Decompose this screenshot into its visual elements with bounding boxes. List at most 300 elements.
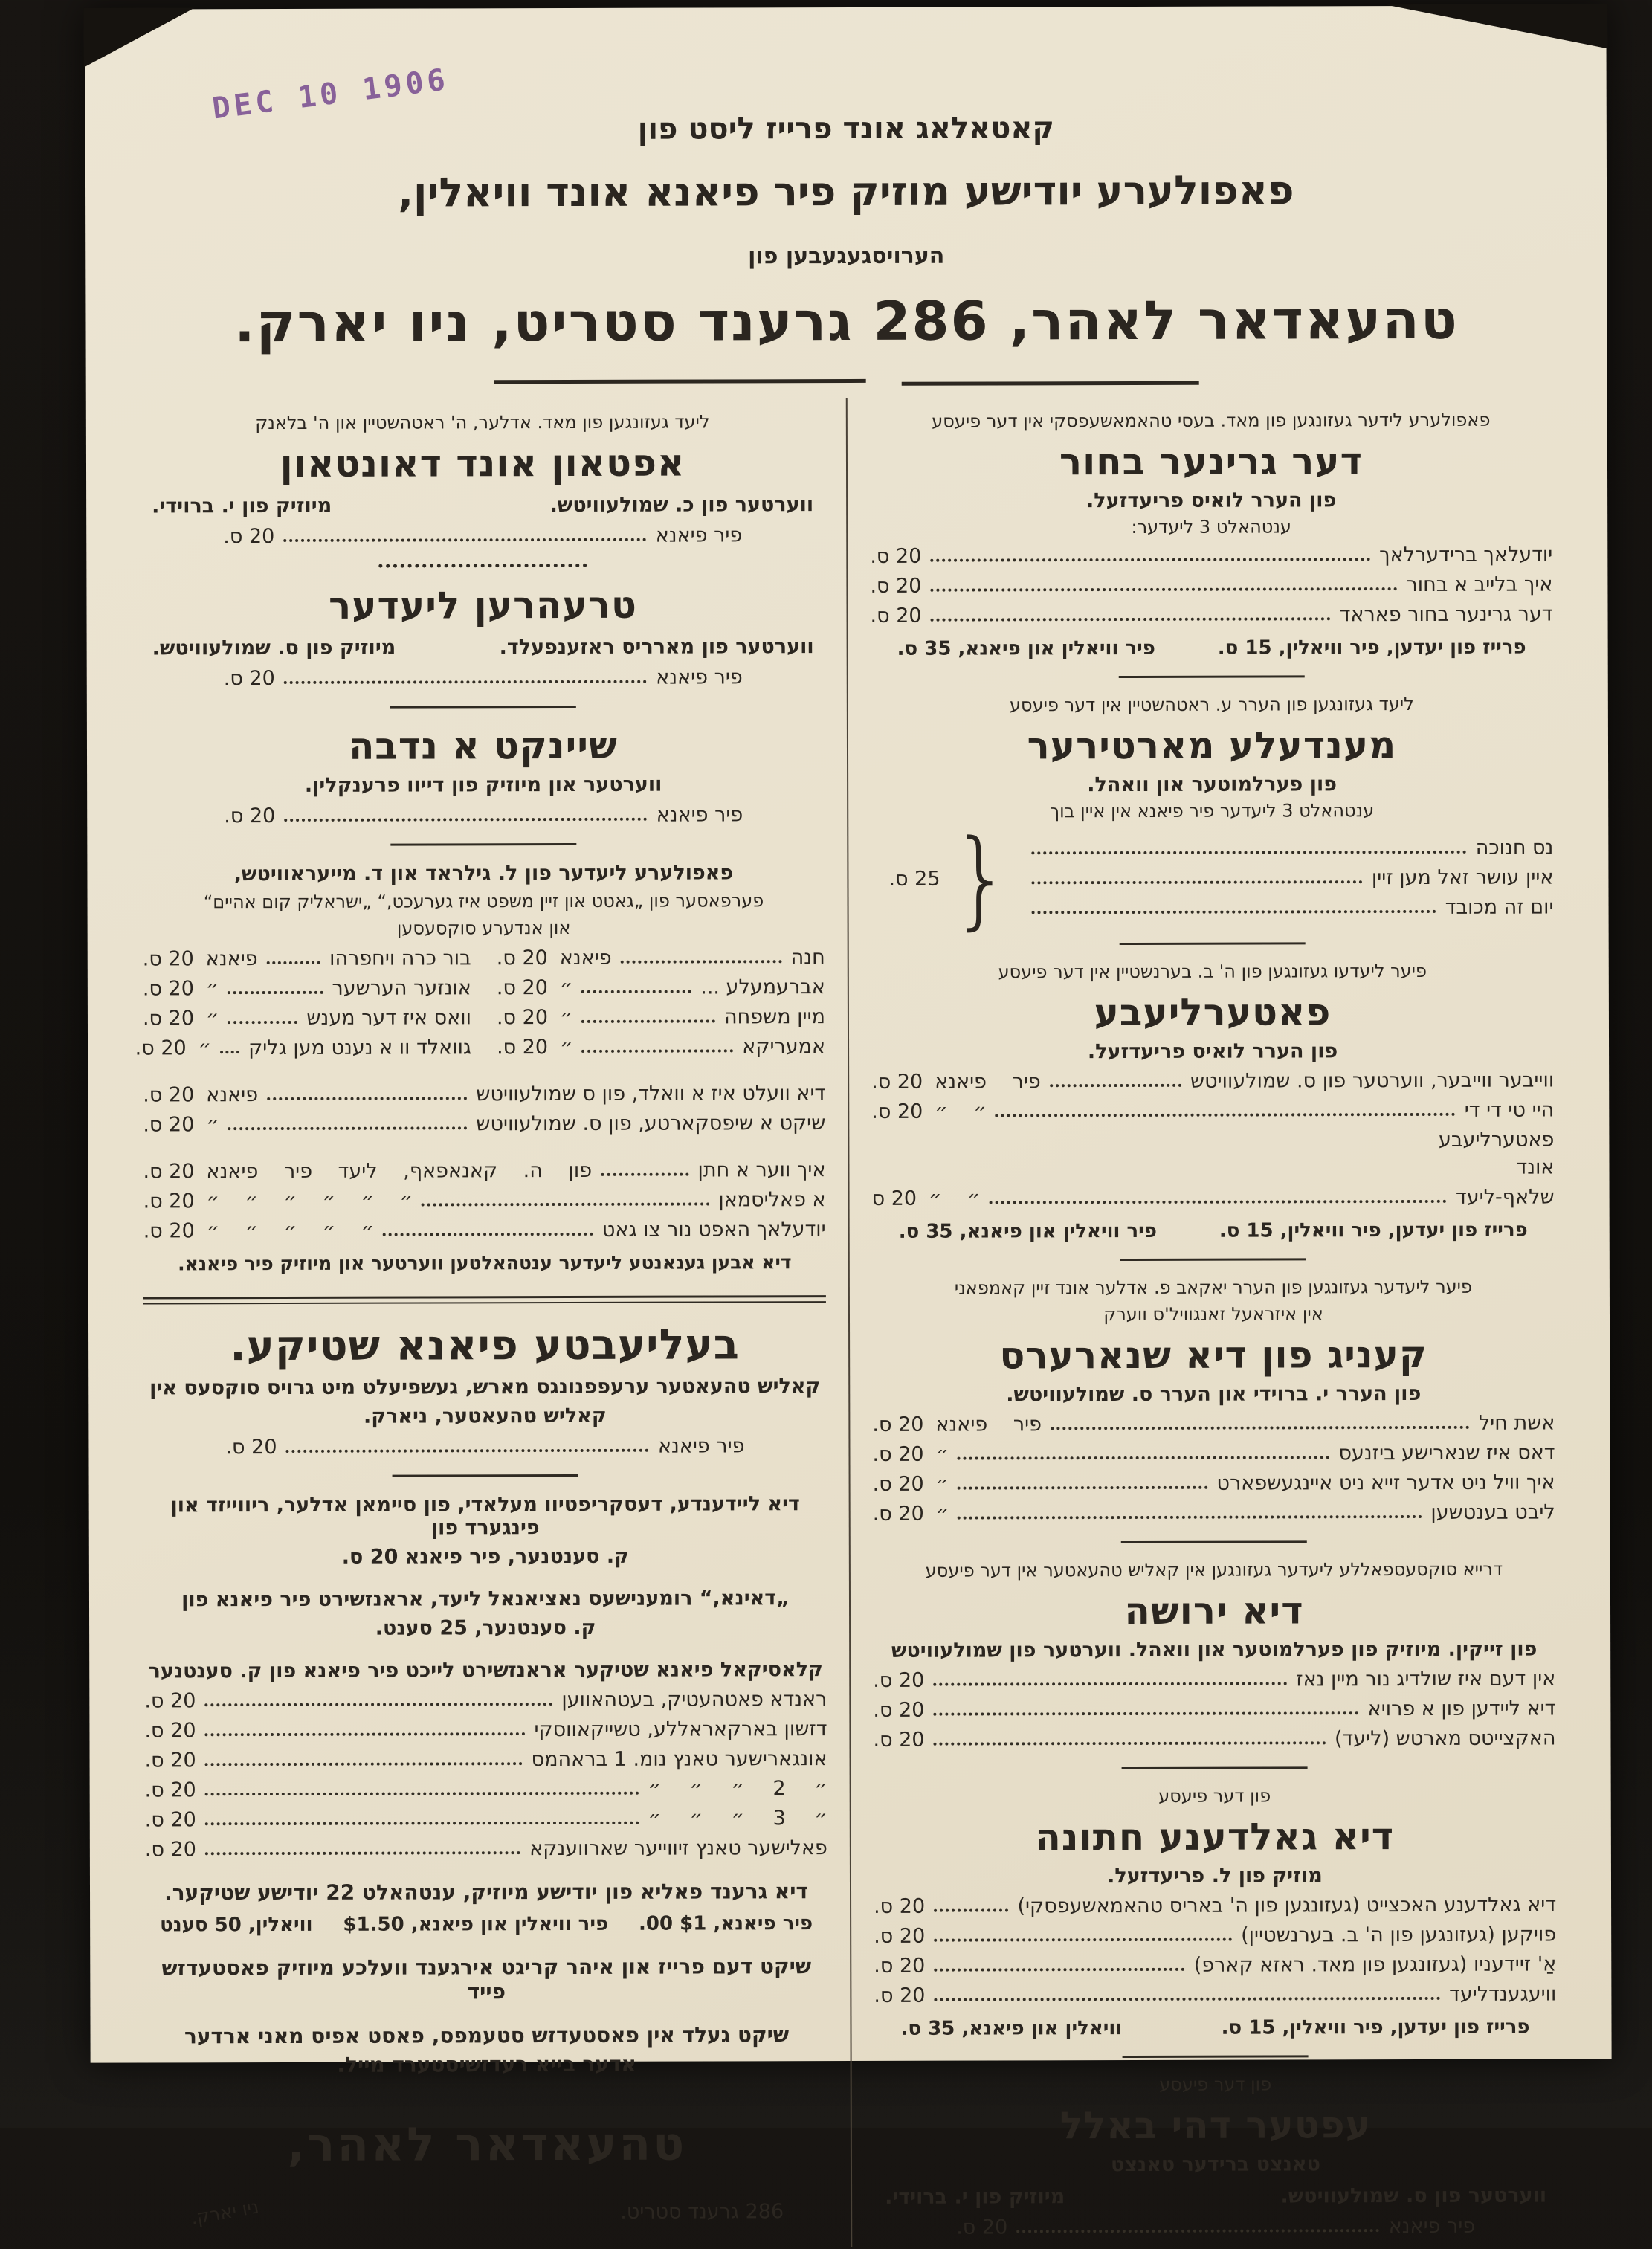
song-price: 20 ס.	[135, 1036, 187, 1060]
dotted-leader	[581, 1019, 715, 1022]
song-title: פויקען (געזונגען פון ה' ב. בערנשטיין)	[1241, 1923, 1557, 1947]
dotted-leader	[989, 1200, 1447, 1204]
section-intro: דרייא סוקסעספאללע ליעדער געזונגען אין קאליש טהעאטער אין דער פיעסע	[925, 1558, 1503, 1581]
dotted-leader	[205, 1792, 639, 1796]
song-row	[870, 603, 1552, 627]
song-row	[872, 1412, 1555, 1436]
instrument-label: פיר פיאנא	[656, 803, 743, 827]
song-row	[871, 1099, 1554, 1123]
ditto-marks: ״	[198, 1036, 212, 1060]
order-instruction: שיקט געלד אין פאסטעדזש סטעמפס, פאסט אפיס מאני ארדער	[184, 2022, 790, 2049]
song-row	[143, 976, 471, 1000]
song-grid	[135, 939, 826, 1066]
bundle-items	[1022, 830, 1554, 927]
instrument-label: פיר פיאנא	[655, 523, 743, 547]
song-price: 20 ס.	[496, 946, 548, 970]
order-instruction: אדער בייא רעדזשיסטערד מייל.	[337, 2051, 636, 2077]
ditto-marks: ״	[559, 975, 573, 1000]
section-divider	[1120, 942, 1306, 945]
song-title: חנה	[790, 946, 825, 969]
dotted-leader	[621, 960, 782, 964]
piece-line-2: ק. סענטנער, פיר פיאנא 20 ס.	[341, 1544, 629, 1569]
section-intro: קלאסיקאל פיאנא שטיקער אראנזשירט לייכט פיר פיאנא פון ק. סענטנער	[148, 1658, 823, 1683]
price-line	[900, 2016, 1529, 2040]
folio-prices	[160, 1912, 813, 1936]
instrument-label: פיאנא	[206, 1083, 259, 1107]
composer-credit: פון זייקין. מיוזיק פון פערלמוטער און וואהל. ווערטער פון שמולעוויטש	[891, 1637, 1538, 1662]
words-credit: ווערטער פון ס. שמולעוויטש.	[1280, 2184, 1547, 2208]
song-title: ליבט בענטשען	[1430, 1500, 1555, 1524]
section-mendele-martyr	[871, 694, 1554, 946]
city: ניו יארק.	[189, 2195, 261, 2230]
song-price: 20 ס.	[142, 947, 194, 971]
piece-price: 20 ס.	[144, 1689, 196, 1713]
ditto-marks: ״	[935, 1472, 949, 1496]
dotted-leader	[228, 991, 323, 994]
song-price: 20 ס.	[143, 1083, 195, 1107]
credits-line	[885, 2184, 1546, 2209]
song-title: יודעלאך ברידערלאך	[1379, 543, 1553, 567]
play-title: דיא ירושה	[1124, 1589, 1304, 1633]
play-title: קעניג פון דיא שנארערס	[999, 1332, 1427, 1378]
instrument-label: פיאנא	[205, 947, 258, 971]
dotted-leader	[284, 818, 647, 822]
folio-title: דיא גרענד פאליא פון יודישע מיוזיק, ענטהאלט 22 יודישע שטיקער.	[164, 1879, 808, 1906]
section-uptown-downtown	[141, 411, 825, 568]
song-price: 20 ס.	[873, 1668, 925, 1692]
header-line-1: קאטאלאג אונד פרייז ליסט פון	[637, 111, 1055, 146]
dotted-leader	[931, 617, 1331, 621]
song-row	[871, 1069, 1554, 1094]
price-row	[223, 523, 742, 548]
march-line-2: קאליש טהעאטער, ניארק.	[363, 1404, 607, 1428]
dotted-leader	[205, 1762, 523, 1766]
contains-note: ענטהאלט 3 ליעדער:	[1131, 516, 1291, 538]
contains-note: ענטהאלט 3 ליעדער פיר פיאנא אין איין בוך	[1050, 800, 1375, 822]
song-title: מיין משפחה	[723, 1005, 825, 1029]
section-beloved-piano-pieces	[143, 1320, 827, 1640]
song-row	[1022, 896, 1553, 920]
section-king-of-schnorrers	[872, 1277, 1555, 1544]
play-title: מענדעלע מארטירער	[1027, 723, 1397, 768]
price-row	[224, 803, 743, 827]
dotted-leader	[933, 1711, 1358, 1715]
words-credit: ווערטער פון מארריס ראזענפעלד.	[499, 635, 814, 659]
ditto-marks: ״	[206, 1113, 219, 1137]
section-divider	[1119, 675, 1305, 678]
section-intro: און אנדערע סוקסעסען	[396, 917, 571, 939]
song-price: 20 ס.	[956, 2216, 1008, 2239]
publisher-name: טהעאדאר לאהר,	[287, 2116, 687, 2172]
ditto-marks: ״ ״	[929, 1187, 981, 1210]
dotted-leader	[934, 1741, 1326, 1745]
dotted-leader	[1031, 880, 1363, 884]
piece-price: 20 ס.	[144, 1838, 196, 1862]
play-title: פאטערליעבע	[1094, 990, 1332, 1035]
song-title: וויעגענדליעד	[1449, 1982, 1557, 2006]
song-row	[873, 1471, 1555, 1496]
song-price: 20 ס.	[872, 1472, 924, 1496]
instrument-label: פיר פיאנא	[656, 665, 743, 689]
song-title: יודעלאך האפט נור צו גאט	[601, 1218, 826, 1242]
song-price: 20 ס.	[223, 525, 275, 549]
song-price: 20 ס.	[224, 804, 276, 828]
song-row	[872, 1186, 1555, 1210]
song-row	[870, 543, 1552, 568]
dotted-leader	[422, 1202, 709, 1206]
section-golden-wedding	[874, 1785, 1557, 2059]
section-intro: ליעד געזונגען פון מאד. אדלער, ה' ראטהשטיין און ה' בלאנק	[255, 411, 710, 434]
section-grand-folio	[145, 1879, 827, 1936]
bundle-price: 25 ס.	[888, 867, 940, 891]
dotted-leader	[934, 1968, 1184, 1972]
violin-price: פרייז פון יעדען, פיר וויאלין, 15 ס.	[1217, 636, 1526, 659]
dotted-leader	[930, 558, 1370, 562]
grid-left-half	[135, 940, 472, 1066]
composer-credit: פון הערר י. ברוידי און הערר ס. שמולעוויטש.	[1006, 1381, 1422, 1407]
section-after-the-ball	[874, 2074, 1558, 2239]
song-row	[874, 1923, 1556, 1948]
song-title: נס חנוכה	[1475, 836, 1554, 859]
instrument-label: פיר פיאנא	[657, 1434, 745, 1458]
song-title: האקצייטס מארטש (ליעד)	[1334, 1726, 1556, 1751]
street-address: 286 גרענד סטריט.	[620, 2200, 784, 2224]
publisher-title: טהעאדאר לאהר, 286 גרענד סטריט, ניו יארק.	[234, 288, 1459, 355]
song-price: 20 ס.	[871, 1070, 923, 1094]
song-price: 20 ס.	[225, 1436, 277, 1459]
song-row	[1022, 836, 1553, 861]
ditto-marks: ״ 3 ״ ״ ״	[648, 1807, 827, 1830]
dotted-leader	[1031, 851, 1467, 855]
song-price: 20 ס.	[496, 1006, 549, 1030]
song-price: 20 ס.	[870, 544, 922, 568]
violin-price: פרייז פון יעדען, פיר וויאלין, 15 ס.	[1221, 2016, 1530, 2039]
instrument-label: פיר פיאנא	[935, 1070, 1041, 1094]
song-row	[135, 1036, 472, 1060]
song-title: וואס איז דער מענש	[306, 1006, 471, 1030]
song-row	[874, 1894, 1556, 1918]
song-price: 20 ס.	[870, 604, 922, 627]
song-row	[497, 1035, 825, 1059]
song-row	[1022, 866, 1553, 891]
song-price: 20 ס.	[872, 1442, 924, 1466]
ditto-marks: ״ ״ ״ ״ ״	[206, 1219, 375, 1243]
left-column	[119, 398, 851, 2249]
song-title: דיא ליידען פון א פרויא	[1367, 1697, 1556, 1721]
piece-line-1: „דאינא,“ רומענישעס נאציאנאל ליעד, אראנזשירט פיר פיאנא פון	[181, 1587, 790, 1612]
song-title: אונזער הערשער	[332, 976, 471, 1000]
dotted-leader	[1050, 1084, 1181, 1087]
song-row	[873, 1668, 1555, 1692]
section-divider	[390, 706, 576, 709]
subtitle: טאנצט ברידער טאנצט	[1110, 2152, 1321, 2177]
song-row	[145, 1836, 827, 1861]
song-price: 20 ס.	[143, 1113, 195, 1137]
song-price: 20 ס	[871, 1187, 917, 1210]
dotted-leader	[1016, 2229, 1379, 2233]
piano-price: פיר פיאנא, $1 00.	[638, 1912, 813, 1935]
composer-credit: פון הערר לואיס פריעדזעל.	[1085, 488, 1337, 513]
piece-title: אונגארישער טאנץ נומ. 1 בראהמס	[531, 1747, 827, 1772]
song-price: 20 ס.	[143, 1190, 195, 1213]
publisher-address-line	[189, 2195, 784, 2230]
song-title: א פאליסמאן	[718, 1188, 826, 1212]
section-divider	[1122, 1766, 1308, 1769]
song-row	[497, 1005, 825, 1029]
bundled-songs	[871, 816, 1554, 941]
song-price: 20 ס.	[143, 1160, 195, 1184]
section-intro: פאפולערע לידער געזונגען פון מאד. בעסי טהאמאשעפסקי אין דער פיעסע	[932, 409, 1491, 432]
dotted-leader	[1031, 910, 1436, 914]
dotted-leader	[1051, 1426, 1470, 1430]
credits-line	[152, 635, 814, 659]
piece-price: 20 ס.	[144, 1719, 196, 1743]
dotted-leader	[228, 1021, 297, 1024]
section-intro: אין איזראעל זאנגוויל'ס ווערק	[1103, 1303, 1323, 1326]
song-price: 20 ס.	[872, 1502, 924, 1526]
price-line	[899, 1219, 1528, 1243]
price-row	[225, 1434, 744, 1459]
composer-credit: פון פערלמוטער און וואהל.	[1087, 772, 1338, 797]
violin-piano-price: פיר וויאלין און פיאנא, $1.50	[343, 1912, 609, 1936]
song-row	[872, 1442, 1555, 1466]
music-credit: מיוזיק פון י. ברוידי.	[885, 2185, 1065, 2209]
song-title: אברעמעלע ...	[700, 975, 825, 999]
song-row	[873, 1727, 1555, 1752]
composer-credit: ווערטער און מיוזיק פון דייוו פרענקלין.	[304, 772, 662, 797]
violin-piano-price: פיר וויאלין און פיאנא, 35 ס.	[897, 636, 1155, 660]
song-title: דאס איז שנארישע ביזנעס	[1338, 1441, 1555, 1465]
song-row	[145, 1747, 827, 1772]
music-credit: מיוזיק פון ס. שמולעוויטש.	[152, 636, 396, 660]
date-stamp: DEC 10 1906	[210, 62, 451, 126]
dotted-leader	[933, 1682, 1287, 1685]
song-title: אין דעם איז שולדיג נור מיין נאז	[1296, 1667, 1556, 1691]
song-title: ווייבער ווייבער, ווערטער פון ס. שמולעוויטש	[1190, 1068, 1555, 1093]
dotted-leader	[958, 1515, 1422, 1520]
song-row	[143, 1082, 825, 1106]
double-rule	[143, 1295, 826, 1304]
song-price: 20 ס.	[142, 1007, 195, 1030]
song-title: אַ' זיידעניו (געזונגען פון מאד. ראזא קארפ)	[1193, 1952, 1557, 1977]
section-title: בעליעבטע פיאנא שטיקע.	[230, 1320, 740, 1371]
song-row	[874, 1983, 1556, 2007]
page-header	[85, 5, 1607, 384]
song-price: 20 ס.	[874, 1924, 926, 1948]
song-title-line: אונד	[1516, 1155, 1555, 1179]
play-title: דער גרינער בחור	[1059, 439, 1364, 484]
song-title: איך ווער א חתן	[697, 1158, 826, 1182]
song-price: 20 ס.	[874, 1894, 926, 1918]
song-row	[144, 1688, 827, 1712]
section-divider	[1121, 1540, 1307, 1543]
violin-price: וויאלין, 50 סענט	[160, 1913, 313, 1937]
song-row	[143, 1111, 825, 1136]
song-title: שיקט א שיפסקארטע, פון ס. שמולעוויטש	[476, 1111, 826, 1136]
composer-credit: פון הערר לואיס פריעדזעל.	[1087, 1039, 1338, 1064]
song-title: גוואלד וו א נענט מען גליק	[248, 1036, 472, 1060]
dotted-leader	[220, 1051, 239, 1053]
song-row	[873, 1697, 1555, 1722]
words-credit: ווערטער פון כ. שמולעוויטש.	[549, 493, 814, 517]
song-title: אמעריקא	[742, 1035, 826, 1059]
song-price: 20 ס.	[870, 574, 922, 598]
song-row	[870, 573, 1552, 598]
order-instruction: שיקט דעם פרייז און איהר קריגט אירגענד וועלכע מיוזיק פאסטעדזש פייד	[161, 1954, 812, 2004]
dotted-leader	[930, 587, 1397, 592]
song-price: 20 ס.	[871, 1100, 923, 1123]
header-line-2: פאפולערע יודישע מוזיק פיר פיאנא אונד וויאלין,	[398, 167, 1294, 216]
song-price: 20 ס.	[874, 1954, 926, 1978]
instrument-label: פיר פיאנא	[935, 1413, 1042, 1436]
section-gilrod-meyerowitz	[135, 861, 826, 1304]
ditto-marks: ״	[205, 1007, 219, 1030]
ditto-marks: ״ 2 ״ ״ ״	[648, 1777, 827, 1801]
song-price: 20 ס.	[873, 1698, 925, 1722]
section-intro: פון דער פיעסע	[1159, 2074, 1272, 2095]
dotted-leader	[204, 1703, 552, 1706]
song-title-line: פאטערליעבע	[1438, 1128, 1555, 1152]
instrument-label: פיאנא	[559, 946, 612, 970]
composer-credit: מוזיק פון ל. פריעדזעל.	[1107, 1864, 1323, 1888]
dotted-leader	[934, 1908, 1008, 1911]
song-title: היי טי די די	[1464, 1098, 1555, 1122]
signature-block	[146, 2116, 828, 2230]
song-title: איך וויל ניט אדער זייא ניט איינגעשפארט	[1216, 1471, 1555, 1495]
catalog-page	[85, 5, 1611, 2239]
section-divider	[1120, 1258, 1306, 1261]
dotted-leader	[205, 1732, 526, 1736]
dotted-leader	[934, 1997, 1440, 2001]
song-title: דיא גאלדענע האכצייט (געזונגען פון ה' באריס טהאמאשעפסקי)	[1017, 1893, 1557, 1918]
dotted-leader	[284, 680, 647, 684]
song-price: 20 ס.	[872, 1413, 924, 1436]
song-title: אשת חיל	[1478, 1411, 1555, 1435]
price-row	[224, 665, 743, 690]
arranger-label: פון ה. קאנאפאף, ליעד פיר פיאנא	[206, 1158, 593, 1184]
piece-price: 20 ס.	[144, 1808, 196, 1832]
song-row	[143, 1158, 825, 1183]
song-group-title: טרעהרען ליעדער	[329, 583, 637, 627]
song-row	[143, 1006, 471, 1030]
dotted-leader	[996, 1113, 1456, 1117]
song-row	[144, 1717, 827, 1742]
play-title: עפטער דהי באלל	[1059, 2103, 1372, 2148]
dotted-leader	[205, 1851, 520, 1855]
piece-title: דזשון בארקאראללע, טשייקאווסקי	[534, 1717, 827, 1742]
song-title: שלאף-ליעד	[1455, 1185, 1555, 1209]
dotted-leader	[283, 538, 646, 542]
right-column	[848, 396, 1580, 2247]
song-title: דער גרינער בחור פאראד	[1339, 602, 1553, 627]
dotted-leader	[958, 1456, 1330, 1459]
march-line-1: קאליש טהעאטער ערעפפנונגס מארש, געשפיעלט מיט גרויס סוקסעס אין	[149, 1375, 821, 1400]
ditto-marks: ״	[560, 1035, 573, 1059]
song-title: איך בלייב א בחור	[1406, 572, 1553, 597]
song-price: 20 ס.	[497, 1036, 549, 1059]
section-intro: פערפאסער פון „גאטט און זיין משפט איז גערעכט,“ „ישראליק קום אהיים“	[203, 890, 764, 913]
ditto-marks: ״	[935, 1442, 949, 1466]
piece-price: 20 ס.	[144, 1778, 196, 1802]
dotted-leader	[267, 1097, 467, 1100]
dotted-leader	[958, 1486, 1208, 1490]
footnote: דיא אבען גענאנטע ליעדער ענטהאלטען ווערטער און מיוזיק פיר פיאנא.	[178, 1251, 792, 1275]
song-row	[143, 946, 471, 970]
price-line	[897, 636, 1526, 660]
ditto-marks: ״	[935, 1502, 949, 1526]
violin-piano-price: פיר וויאלין און פיאנא, 35 ס.	[898, 1219, 1157, 1243]
piece-price: 20 ס.	[144, 1749, 196, 1772]
song-row	[497, 946, 825, 969]
dotted-leader	[934, 1938, 1232, 1942]
song-title: בור כרה ויחפרהו	[329, 946, 471, 970]
song-row	[874, 1953, 1556, 1978]
piece-title: ראנדא פאטהעטיק, בעטהאווען	[561, 1688, 827, 1712]
section-father-love	[871, 961, 1555, 1262]
section-intro: ליעד געזונגען פון הערר ע. ראטהשטיין אין דער פיעסע	[1009, 694, 1414, 716]
dotted-leader	[601, 1173, 688, 1176]
dotted-leader	[581, 990, 691, 993]
dotted-leader	[228, 1126, 468, 1130]
header-line-3: הערויסגעגעבען פון	[748, 242, 945, 270]
song-row	[143, 1218, 826, 1242]
section-intro: פיער ליעדעו געזונגען פון ה' ב. בערנשטיין אין דער פיעסע	[998, 960, 1427, 983]
song-title: דיא וועלט איז א וואלד, פון ס שמולעוויטש	[476, 1082, 826, 1106]
violin-price: פרייז פון יעדען, פיר וויאלין, 15 ס.	[1219, 1219, 1528, 1242]
brace-glyph: {	[950, 816, 1013, 941]
section-green-bachelor	[870, 410, 1553, 679]
instrument-label: פיר פיאנא	[1388, 2214, 1476, 2239]
violin-piano-price: וויאלין און פיאנא, 35 ס.	[900, 2017, 1123, 2040]
section-divider	[1123, 2055, 1309, 2058]
piece-line-2: ק. סענטנער, 25 סענט.	[375, 1616, 596, 1640]
piece-line-1: דיא ליידענדע, דעסקריפטיוו מעלאדי, פון סיימאן אדלער, ריווייזד און פינגערד פון	[170, 1492, 800, 1540]
song-row	[145, 1777, 827, 1801]
song-title: יום זה מכובד	[1445, 895, 1554, 919]
credits-line	[152, 493, 813, 517]
song-group-title: אפטאון אונד דאונטאון	[280, 441, 685, 485]
dotted-leader	[286, 1449, 649, 1453]
section-inheritance	[873, 1559, 1556, 1770]
play-title: דיא גאלדענע חתונה	[1035, 1815, 1395, 1859]
song-row	[873, 1501, 1555, 1526]
price-row	[956, 2215, 1475, 2239]
grid-right-half	[497, 939, 825, 1065]
dotted-leader	[267, 961, 320, 964]
song-price: 20 ס.	[873, 1728, 925, 1752]
section-intro: פיער ליעדער געזונגען פון הערר יאקאב פ. אדלער אונד זיין קאמפאני	[954, 1276, 1473, 1299]
song-group-title: שיינקט א נדבה	[348, 723, 619, 768]
song-price: 20 ס.	[874, 1984, 926, 2007]
dotted-leader	[205, 1822, 639, 1826]
dotted-leader	[582, 1049, 734, 1053]
music-credit: מיוזיק פון י. ברוידי.	[152, 494, 332, 518]
song-row	[145, 1807, 827, 1831]
section-intro: פון דער פיעסע	[1158, 1785, 1271, 1807]
ditto-marks: ״ ״	[935, 1100, 987, 1123]
ditto-marks: ״ ״ ״ ״ ״ ״	[206, 1189, 413, 1213]
section-ordering	[145, 1954, 827, 2077]
piece-title: פאלישער טאנץ זיווייער שארווענקא	[529, 1836, 827, 1861]
section-tears-songs	[141, 583, 824, 709]
section-divider	[393, 1474, 578, 1477]
song-price: 20 ס.	[496, 976, 548, 1000]
song-price: 20 ס.	[223, 667, 275, 691]
section-intro: פאפולערע ליעדער פון ל. גילראד און ד. מייעראוויטש,	[233, 861, 734, 886]
section-classical-pieces	[144, 1640, 827, 1861]
song-price: 20 ס.	[142, 977, 194, 1001]
multiline-song	[871, 1129, 1554, 1210]
